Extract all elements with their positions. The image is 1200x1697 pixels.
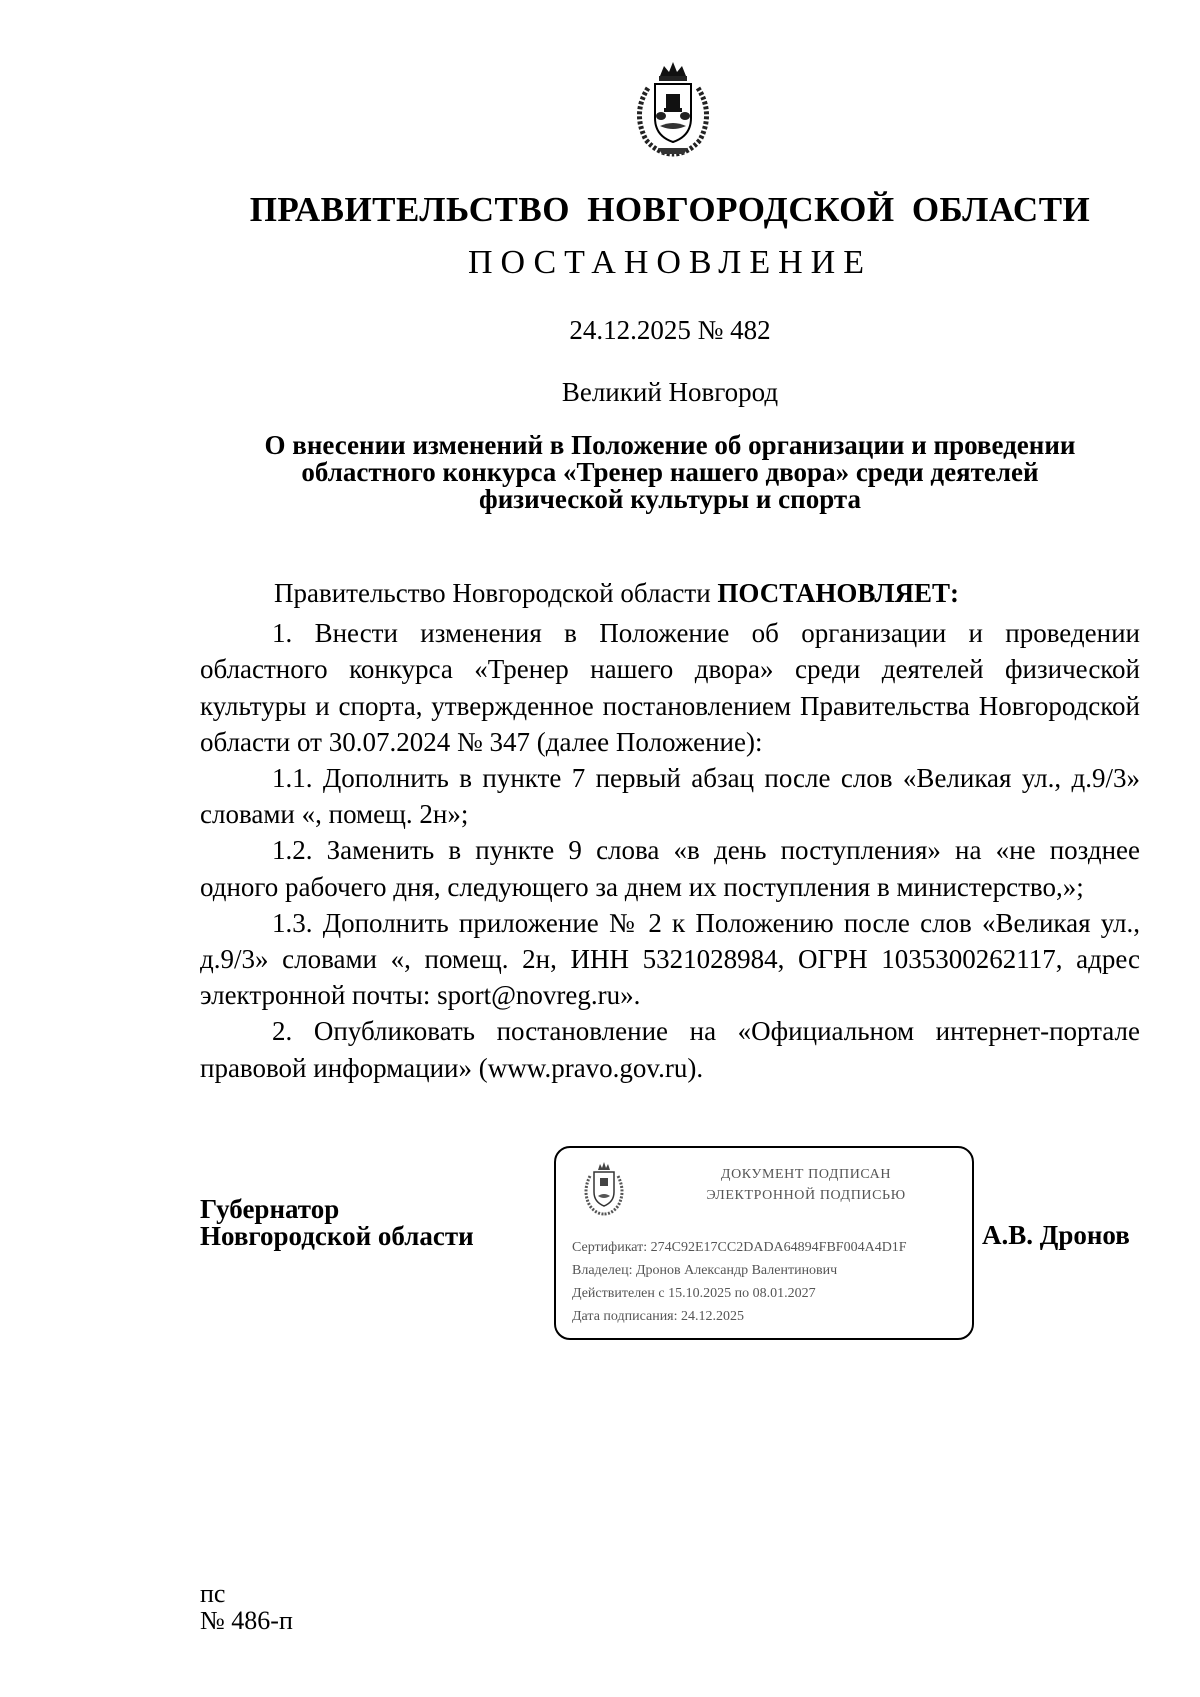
stamp-title [676, 1164, 936, 1206]
electronic-signature-stamp [554, 1146, 974, 1340]
document-body [200, 575, 1140, 1086]
subject-line: О внесении изменений в Положение об организации и проведении [264, 430, 1076, 460]
stamp-emblem-icon [582, 1162, 626, 1216]
footer-line: № 486-п [200, 1606, 293, 1635]
footer-registration [200, 1580, 293, 1634]
preamble [200, 575, 1140, 611]
owner-line: Владелец: Дронов Александр Валентинович [572, 1263, 838, 1278]
stamp-title-line: ДОКУМЕНТ ПОДПИСАН [720, 1167, 892, 1182]
paragraph-1-1: 1.1. Дополнить в пункте 7 первый абзац после слов «Великая ул., д.9/3» словами «, помещ. 2н»; [200, 763, 1140, 830]
position-line: Губернатор [200, 1194, 340, 1224]
document-type: ПОСТАНОВЛЕНИЕ [467, 244, 873, 281]
signer-position [200, 1196, 474, 1250]
paragraph-1-2: 1.2. Заменить в пункте 9 слова «в день поступления» на «не позднее одного рабочего дня, следующего за днем их поступления в министерство,»; [200, 835, 1140, 902]
paragraph-2: 2. Опубликовать постановление на «Официальном интернет-портале правовой информации» (www.pravo.gov.ru). [200, 1016, 1140, 1083]
preamble-text: Правительство Новгородской области [274, 578, 718, 608]
paragraph-1: 1. Внести изменения в Положение об организации и проведении областного конкурса «Тренер нашего двора» среди деятелей физической культуры и спорта, утвержденное постановлением Правительства Новгородской области от 30.07.2024 № 347 (далее Положение): [200, 618, 1140, 757]
resolves-keyword: ПОСТАНОВЛЯЕТ: [717, 578, 959, 608]
position-line: Новгородской области [200, 1221, 474, 1251]
subject-line: областного конкурса «Тренер нашего двора» среди деятелей [301, 457, 1039, 487]
validity-line: Действителен с 15.10.2025 по 08.01.2027 [572, 1286, 816, 1301]
footer-line: пс [200, 1579, 226, 1608]
signing-date-line: Дата подписания: 24.12.2025 [572, 1309, 745, 1324]
date-and-number: 24.12.2025 № 482 [569, 315, 771, 345]
subject-line: физической культуры и спорта [479, 484, 861, 514]
coat-of-arms-emblem [628, 58, 718, 158]
signer-name: А.В. Дронов [982, 1220, 1130, 1250]
stamp-title-line: ЭЛЕКТРОННОЙ ПОДПИСЬЮ [706, 1188, 906, 1203]
certificate-line: Сертификат: 274C92E17CC2DADA64894FBF004A4D1F [572, 1240, 907, 1255]
paragraph-1-3: 1.3. Дополнить приложение № 2 к Положению после слов «Великая ул., д.9/3» словами «, помещ. 2н, ИНН 5321028984, ОГРН 1035300262117, адрес электронной почты: sport@novreg.ru». [200, 907, 1140, 1011]
city: Великий Новгород [561, 377, 779, 407]
stamp-details [572, 1236, 907, 1328]
government-title: ПРАВИТЕЛЬСТВО НОВГОРОДСКОЙ ОБЛАСТИ [249, 190, 1091, 229]
document-subject [200, 432, 1140, 513]
